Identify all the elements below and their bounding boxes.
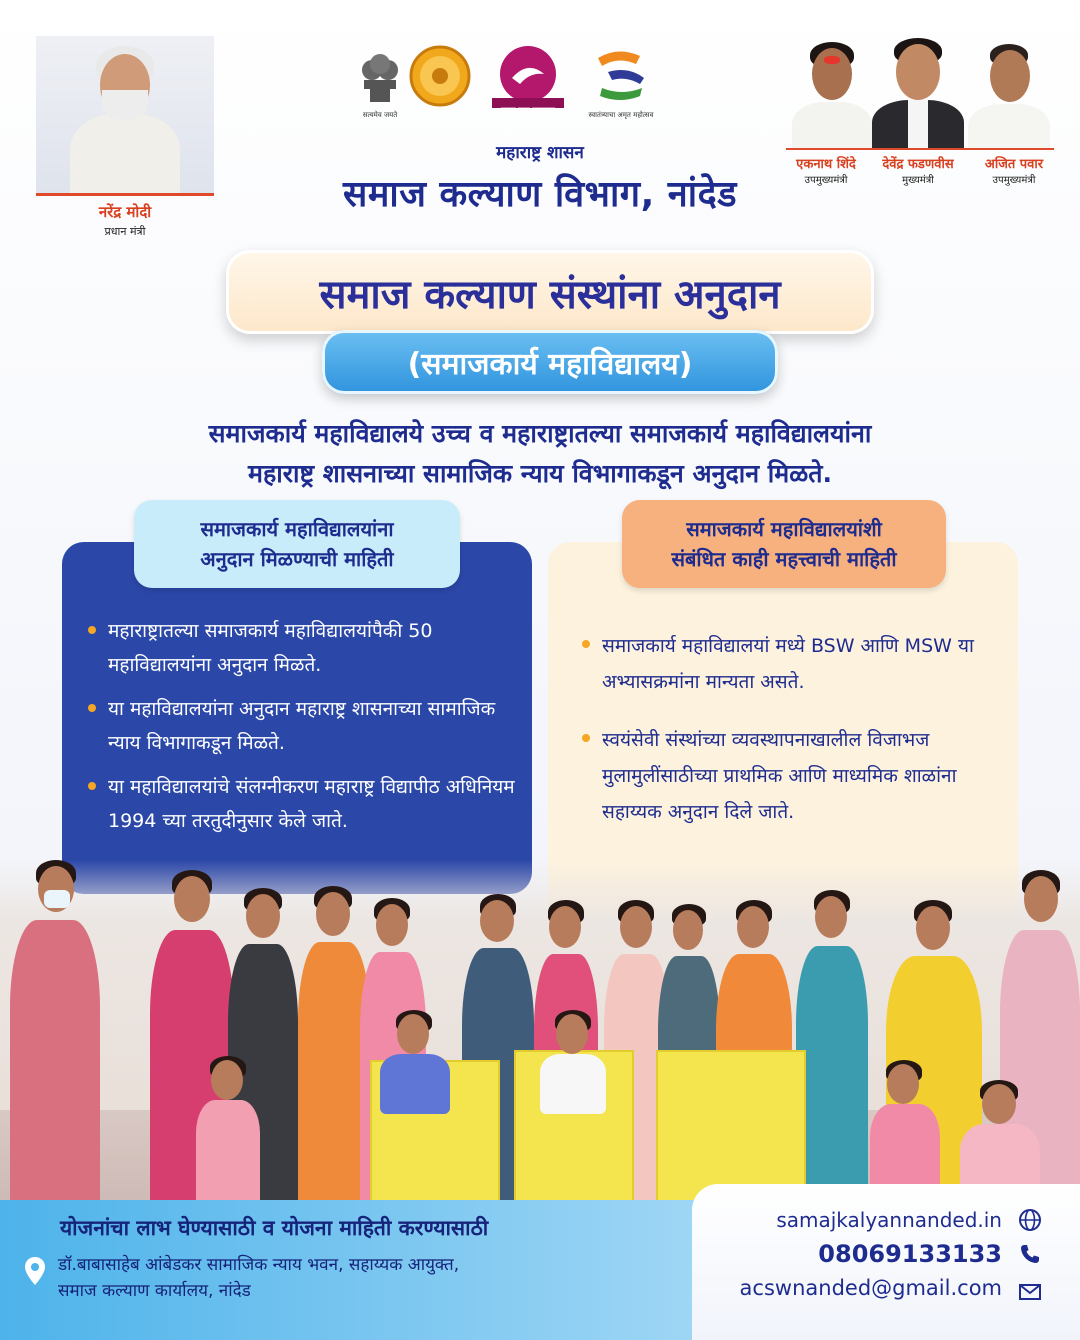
list-item: महाराष्ट्रातल्या समाजकार्य महाविद्यालयांपैकी 50 महाविद्यालयांना अनुदान मिळते. [86,614,516,682]
leader-name-3: अजित पवार [984,157,1044,172]
mail-icon [1018,1280,1042,1304]
emblem-caption: सत्यमेव जयते [362,111,398,119]
sub-headline: (समाजकार्य महाविद्यालय) [322,330,778,394]
intro-line-1: समाजकार्य महाविद्यालये उच्च व महाराष्ट्रातल्या समाजकार्य महाविद्यालयांना [208,419,872,448]
intro-text [60,414,1020,494]
leaders-portrait [786,36,1054,150]
pm-name: नरेंद्र मोदी [98,203,152,221]
right-bullet-list [580,628,1008,852]
leader-name-2: देवेंद्र फडणवीस [882,157,954,172]
leader-name-1: एकनाथ शिंदे [796,157,856,172]
right-tag-line-1: समाजकार्य महाविद्यालयांशी [686,517,882,541]
phone-number[interactable]: 08069133133 [818,1240,1002,1268]
samata-logo-icon [490,44,566,118]
national-emblem-icon [348,44,412,118]
left-tag-line-1: समाजकार्य महाविद्यालयांना [200,517,394,541]
leader-role-1: उपमुख्यमंत्री [804,175,848,186]
main-headline: समाज कल्याण संस्थांना अनुदान [226,250,874,334]
group-photo [0,860,1080,1206]
address-line-1: डॉ.बाबासाहेब आंबेडकर सामाजिक न्याय भवन, सहाय्यक आयुक्त, [58,1255,460,1275]
left-tag-line-2: अनुदान मिळण्याची माहिती [200,547,394,571]
emblem-caption: समता न्याय एकात्मता [500,106,556,114]
emblem-caption: स्वातंत्र्याचा अमृत महोत्सव [588,111,654,119]
intro-line-2: महाराष्ट्र शासनाच्या सामाजिक न्याय विभागाकडून अनुदान मिळते. [248,459,832,488]
maharashtra-seal-icon [408,44,472,118]
leader-role-2: मुख्यमंत्री [902,175,934,186]
left-bullet-list [86,614,516,848]
drawing-poster [656,1050,806,1206]
footer-title: योजनांचा लाभ घेण्यासाठी व योजना माहिती करण्यासाठी [60,1216,489,1240]
left-card-tag [134,500,460,588]
location-pin-icon [24,1256,46,1286]
right-tag-line-2: संबंधित काही महत्त्वाची माहिती [671,547,897,571]
government-label: महाराष्ट्र शासन [496,143,584,163]
list-item: स्वयंसेवी संस्थांच्या व्यवस्थापनाखालील विजाभज मुलामुलींसाठीच्या प्राथमिक आणि माध्यमिक शाळांना सहाय्यक अनुदान दिले जाते. [580,722,1008,830]
amrit-mahotsav-icon [588,44,654,118]
pm-role: प्रधान मंत्री [104,225,146,238]
globe-icon [1018,1208,1042,1232]
phone-icon [1018,1242,1042,1266]
list-item: या महाविद्यालयांना अनुदान महाराष्ट्र शासनाच्या सामाजिक न्याय विभागाकडून मिळते. [86,692,516,760]
website-link[interactable]: samajkalyannanded.in [776,1208,1002,1232]
email-link[interactable]: acswnanded@gmail.com [739,1276,1002,1300]
address-line-2: समाज कल्याण कार्यालय, नांदेड [58,1281,251,1301]
leader-role-3: उपमुख्यमंत्री [992,175,1036,186]
right-card-tag [622,500,946,588]
list-item: समाजकार्य महाविद्यालयां मध्ये BSW आणि MSW या अभ्यासक्रमांना मान्यता असते. [580,628,1008,700]
department-title: समाज कल्याण विभाग, नांदेड [343,174,737,215]
list-item: या महाविद्यालयांचे संलग्नीकरण महाराष्ट्र विद्यापीठ अधिनियम 1994 च्या तरतुदीनुसार केले जाते. [86,770,516,838]
